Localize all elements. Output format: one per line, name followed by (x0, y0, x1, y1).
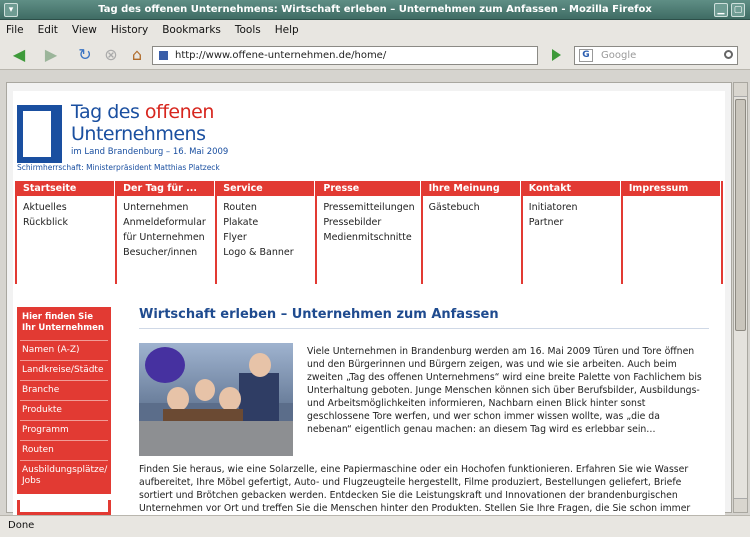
search-placeholder: Google (601, 50, 637, 61)
sidebar-item-produkte[interactable]: Produkte (20, 401, 108, 421)
menu-bar (0, 20, 750, 40)
nav-link-unternehmen[interactable]: Unternehmen (123, 202, 189, 213)
nav-link-anmeldeformular[interactable]: Anmeldeformular für Unternehmen (123, 217, 206, 243)
nav-link-pressemitteilungen[interactable]: Pressemitteilungen (323, 202, 415, 213)
nav-link-flyer[interactable]: Flyer (223, 232, 247, 243)
status-bar: Done (0, 515, 750, 537)
nav-link-pressebilder[interactable]: Pressebilder (323, 217, 382, 228)
nav-link-besucher[interactable]: Besucher/innen (123, 247, 198, 258)
minimize-icon[interactable]: ▁ (714, 3, 728, 17)
menu-help[interactable]: Help (274, 24, 299, 36)
main-navigation (15, 181, 723, 284)
logo-line-2: Unternehmens (71, 123, 206, 145)
scroll-down-icon[interactable] (734, 498, 747, 512)
window-menu-icon[interactable]: ▾ (4, 3, 18, 17)
sidebar-item-routen[interactable]: Routen (20, 441, 108, 461)
nav-column-startseite (15, 181, 117, 284)
company-finder-sidebar (17, 307, 111, 516)
main-article (139, 307, 709, 514)
sidebar-heading: Hier finden Sie Ihr Unternehmen (20, 310, 108, 341)
nav-link-gaestebuch[interactable]: Gästebuch (428, 202, 480, 213)
sidebar-item-landkreise[interactable]: Landkreise/Städte (20, 361, 108, 381)
scroll-thumb[interactable] (735, 99, 746, 331)
nav-head-service[interactable]: Service (217, 181, 315, 196)
nav-column-der-tag (117, 181, 217, 284)
home-icon[interactable]: ⌂ (131, 45, 143, 64)
nav-link-initiatoren[interactable]: Initiatoren (528, 202, 578, 213)
web-page (13, 91, 725, 531)
scroll-up-icon[interactable] (734, 83, 747, 97)
search-icon[interactable] (724, 50, 733, 59)
nav-head-startseite[interactable]: Startseite (17, 181, 115, 196)
nav-column-impressum (623, 181, 723, 284)
nav-link-logo-banner[interactable]: Logo & Banner (223, 247, 294, 258)
sidebar-item-programm[interactable]: Programm (20, 421, 108, 441)
menu-history[interactable]: History (110, 24, 149, 36)
sidebar-item-namen[interactable]: Namen (A-Z) (20, 341, 108, 361)
nav-column-presse (317, 181, 422, 284)
nav-link-rueckblick[interactable]: Rückblick (23, 217, 68, 228)
maximize-icon[interactable]: ▢ (731, 3, 745, 17)
nav-column-service (217, 181, 317, 284)
content-viewport[interactable] (6, 82, 732, 513)
nav-column-ihre-meinung (423, 181, 523, 284)
reload-icon[interactable]: ↻ (78, 45, 92, 64)
nav-head-kontakt[interactable]: Kontakt (523, 181, 621, 196)
article-title: Wirtschaft erleben – Unternehmen zum Anfassen (139, 307, 709, 329)
window-title: Tag des offenen Unternehmens: Wirtschaft erleben – Unternehmen zum Anfassen - Mozilla Firefox (98, 4, 652, 15)
menu-edit[interactable]: Edit (37, 24, 58, 36)
back-arrow-icon[interactable]: ◀ (12, 45, 26, 64)
stop-icon[interactable]: ⊗ (104, 45, 118, 64)
nav-head-der-tag[interactable]: Der Tag für ... (117, 181, 215, 196)
url-text: http://www.offene-unternehmen.de/home/ (175, 50, 387, 61)
logo-door-opening (23, 111, 51, 157)
balloon-shape (145, 347, 185, 383)
search-input[interactable] (574, 46, 738, 65)
sidebar-second-box (17, 500, 111, 516)
article-paragraph-1: Viele Unternehmen in Brandenburg werden am 16. Mai 2009 Türen und Tore öffnen und den Bürgerinnen und Bürgern zeigen, was und wie sie arbeiten. Auch beim zweiten „Tag des offenen Unternehmens“ wird eine breite Palette von Fachlichem bis Unterhaltung geboten. Junge Menschen können sich über Berufsbilder, Ausbildungs- und Arbeitsmöglichkeiten informieren, Nachbarn einen Blick hinter sonst geschlossene Tore werfen, und wer schon immer wissen wollte, was „die da nebenan“ eigentlich genau machen: an diesem Tag wird es erlebbar sein… (307, 346, 702, 435)
google-engine-icon[interactable]: G (579, 49, 593, 62)
nav-column-kontakt (523, 181, 623, 284)
menu-tools[interactable]: Tools (234, 24, 261, 36)
sidebar-item-ausbildung[interactable]: Ausbildungsplätze/ Jobs (22, 465, 108, 486)
menu-bookmarks[interactable]: Bookmarks (162, 24, 221, 36)
nav-link-aktuelles[interactable]: Aktuelles (23, 202, 67, 213)
article-paragraph-2: Finden Sie heraus, wie eine Solarzelle, eine Papiermaschine oder ein Hochofen funktionieren. Erfahren Sie wie Wasser aufbereitet, Ihre Möbel gefertigt, Auto- und Flugzeugteile hergestellt, Filme produziert, Bestellungen geliefert, Briefe sortiert und Brötchen gebacken werden. Entdecken Sie die Leistungskraft und Innovationen der brandenburgischen Unternehmen vor Ort und treffen Sie die Menschen hinter den Produkten. Stellen Sie Ihre Fragen, die Sie schon immer (139, 464, 691, 514)
nav-link-medienmitschnitte[interactable]: Medienmitschnitte (323, 232, 412, 243)
menu-file[interactable]: File (6, 24, 24, 36)
nav-head-presse[interactable]: Presse (317, 181, 420, 196)
patron-text: Schirmherrschaft: Ministerpräsident Matthias Platzeck (17, 163, 220, 172)
menu-view[interactable]: View (71, 24, 97, 36)
vertical-scrollbar[interactable] (733, 82, 748, 513)
nav-link-partner[interactable]: Partner (528, 217, 564, 228)
article-photo (139, 343, 293, 456)
nav-link-routen[interactable]: Routen (223, 202, 257, 213)
logo-line-1: Tag des offenen (71, 101, 214, 123)
nav-head-impressum[interactable]: Impressum (623, 181, 721, 196)
navigation-toolbar (0, 40, 750, 70)
forward-arrow-icon[interactable]: ▶ (44, 45, 58, 64)
url-bar[interactable] (152, 46, 538, 65)
go-arrow-icon[interactable] (552, 49, 561, 61)
nav-link-plakate[interactable]: Plakate (223, 217, 259, 228)
nav-head-ihre-meinung[interactable]: Ihre Meinung (423, 181, 521, 196)
sidebar-item-branche[interactable]: Branche (20, 381, 108, 401)
logo-line-3: im Land Brandenburg – 16. Mai 2009 (71, 147, 229, 157)
window-titlebar (0, 0, 750, 20)
favicon-icon (158, 50, 169, 61)
